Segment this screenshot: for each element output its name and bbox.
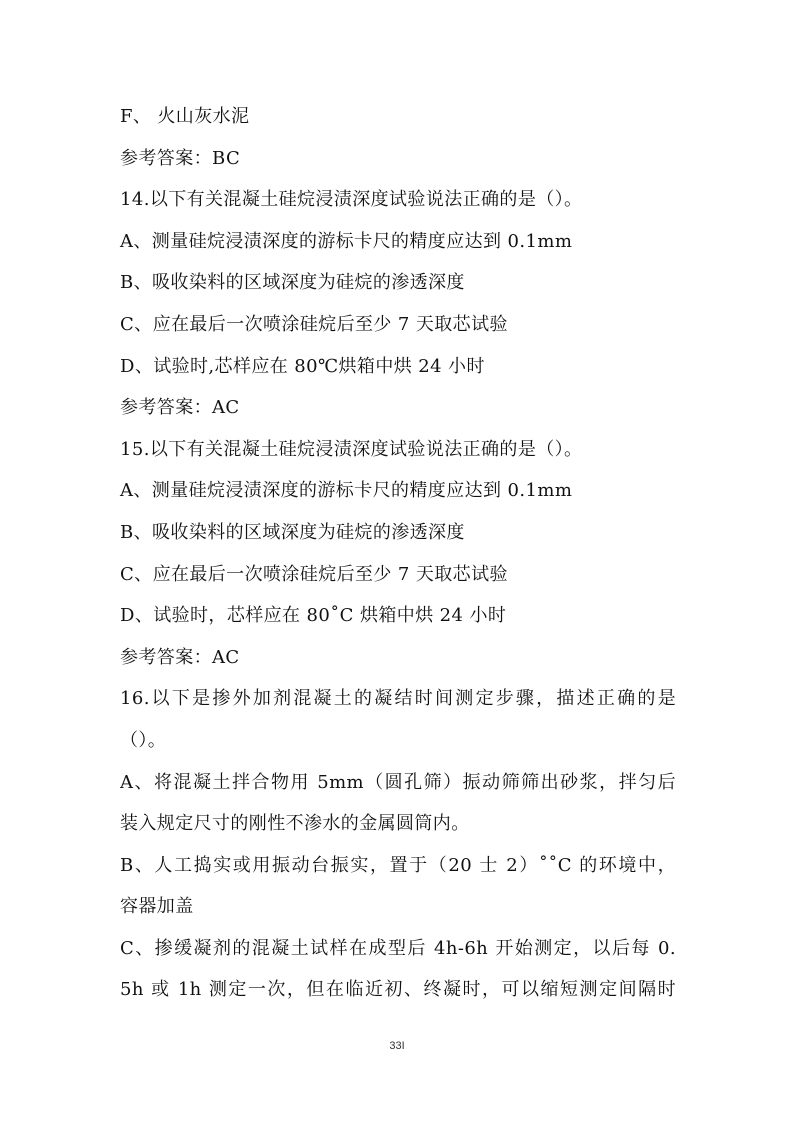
q16-option-c: C、掺缓凝剂的混凝土试样在成型后 4h-6h 开始测定，以后每 0. xyxy=(120,937,676,959)
option-f-line: F、 火山灰水泥 xyxy=(120,106,250,127)
question-15: 15.以下有关混凝土硅烷浸渍深度试验说法正确的是（）。 xyxy=(120,438,583,460)
q15-option-d: D、试验时，芯样应在 80˚C 烘箱中烘 24 小时 xyxy=(120,605,507,627)
q16-option-a: A、将混凝土拌合物用 5mm（圆孔筛）振动筛筛出砂浆，拌匀后 xyxy=(120,771,676,793)
question-14: 14.以下有关混凝土硅烷浸渍深度试验说法正确的是（）。 xyxy=(120,189,583,211)
q16-option-b-continued: 容器加盖 xyxy=(120,896,194,918)
q14-answer: 参考答案：AC xyxy=(120,397,240,419)
q15-option-a: A、测量硅烷浸渍深度的游标卡尺的精度应达到 0.1mm xyxy=(120,480,573,502)
q16-option-c-continued: 5h 或 1h 测定一次，但在临近初、终凝时，可以缩短测定间隔时 xyxy=(120,979,676,1001)
q15-answer: 参考答案：AC xyxy=(120,646,240,668)
q14-option-c: C、应在最后一次喷涂硅烷后至少 7 天取芯试验 xyxy=(120,313,508,335)
q16-option-b: B、人工捣实或用振动台振实，置于（20 士 2）˚˚C 的环境中， xyxy=(120,854,676,876)
q15-option-c: C、应在最后一次喷涂硅烷后至少 7 天取芯试验 xyxy=(120,563,508,585)
q14-option-b: B、吸收染料的区域深度为硅烷的渗透深度 xyxy=(120,272,465,294)
question-16: 16.以下是掺外加剂混凝土的凝结时间测定步骤，描述正确的是 xyxy=(120,688,676,710)
q15-option-b: B、吸收染料的区域深度为硅烷的渗透深度 xyxy=(120,521,465,543)
answer-line: 参考答案：BC xyxy=(120,147,241,169)
q14-option-d: D、试验时,芯样应在 80℃烘箱中烘 24 小时 xyxy=(120,355,485,377)
document-body xyxy=(120,96,676,1011)
page-number: 33I xyxy=(389,1040,405,1052)
q14-option-a: A、测量硅烷浸渍深度的游标卡尺的精度应达到 0.1mm xyxy=(120,230,573,252)
question-16-continued: （）。 xyxy=(120,729,167,751)
q16-option-a-continued: 装入规定尺寸的刚性不渗水的金属圆筒内。 xyxy=(120,813,470,835)
